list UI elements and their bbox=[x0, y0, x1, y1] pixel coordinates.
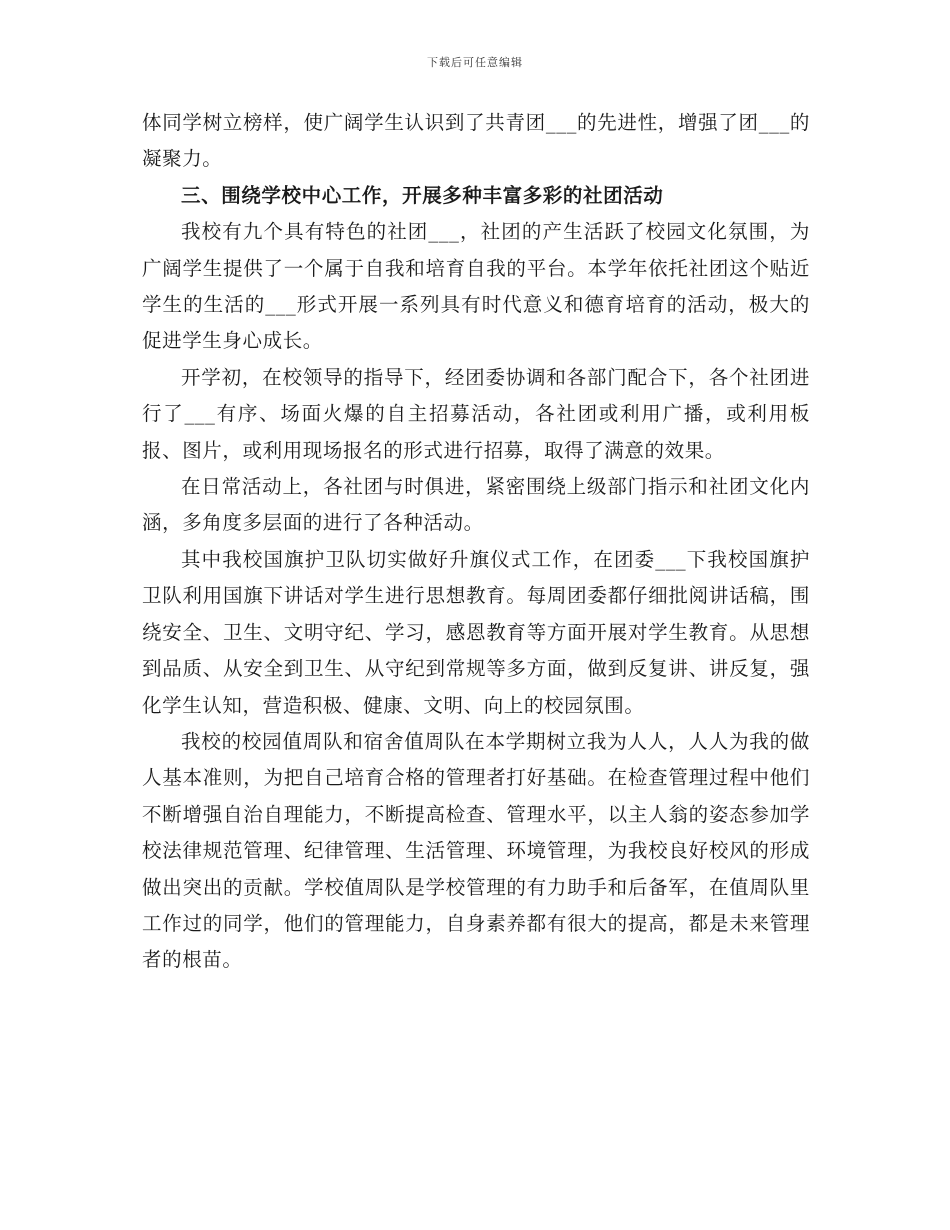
paragraph-recruitment: 开学初，在校领导的指导下，经团委协调和各部门配合下，各个社团进行了___有序、场面火爆的自主招募活动，各社团或利用广播，或利用板报、图片，或利用现场报名的形式进行招募，取得了满意的效果。 bbox=[142, 365, 810, 462]
page-header: 下载后可任意编辑 bbox=[427, 56, 523, 69]
paragraph-flag-guard: 其中我校国旗护卫队切实做好升旗仪式工作，在团委___下我校国旗护卫队利用国旗下讲话对学生进行思想教育。每周团委都仔细批阅讲话稿，围绕安全、卫生、文明守纪、学习，感恩教育等方面开展对学生教育。从思想到品质、从安全到卫生、从守纪到常规等多方面，做到反复讲、讲反复，强化学生认知，营造积极、健康、文明、向上的校园氛围。 bbox=[142, 547, 810, 717]
paragraph-duty-team: 我校的校园值周队和宿舍值周队在本学期树立我为人人，人人为我的做人基本准则，为把自己培育合格的管理者打好基础。在检查管理过程中他们不断增强自治自理能力，不断提高检查、管理水平，以主人翁的姿态参加学校法律规范管理、纪律管理、生活管理、环境管理，为我校良好校风的形成做出突出的贡献。学校值周队是学校管理的有力助手和后备军，在值周队里工作过的同学，他们的管理能力，自身素养都有很大的提高，都是未来管理者的根苗。 bbox=[142, 729, 810, 972]
paragraph-daily-activities: 在日常活动上，各社团与时俱进，紧密围绕上级部门指示和社团文化内涵，多角度多层面的进行了各种活动。 bbox=[142, 475, 810, 535]
section-heading: 三、围绕学校中心工作，开展多种丰富多彩的社团活动 bbox=[181, 183, 664, 207]
paragraph-clubs-intro: 我校有九个具有特色的社团___，社团的产生活跃了校园文化氛围，为广阔学生提供了一个属于自我和培育自我的平台。本学年依托社团这个贴近学生的生活的___形式开展一系列具有时代意义和德育培育的活动，极大的促进学生身心成长。 bbox=[142, 220, 810, 353]
paragraph-continuation: 体同学树立榜样，使广阔学生认识到了共青团___的先进性，增强了团___的凝聚力。 bbox=[142, 111, 810, 171]
document-body bbox=[142, 105, 810, 979]
